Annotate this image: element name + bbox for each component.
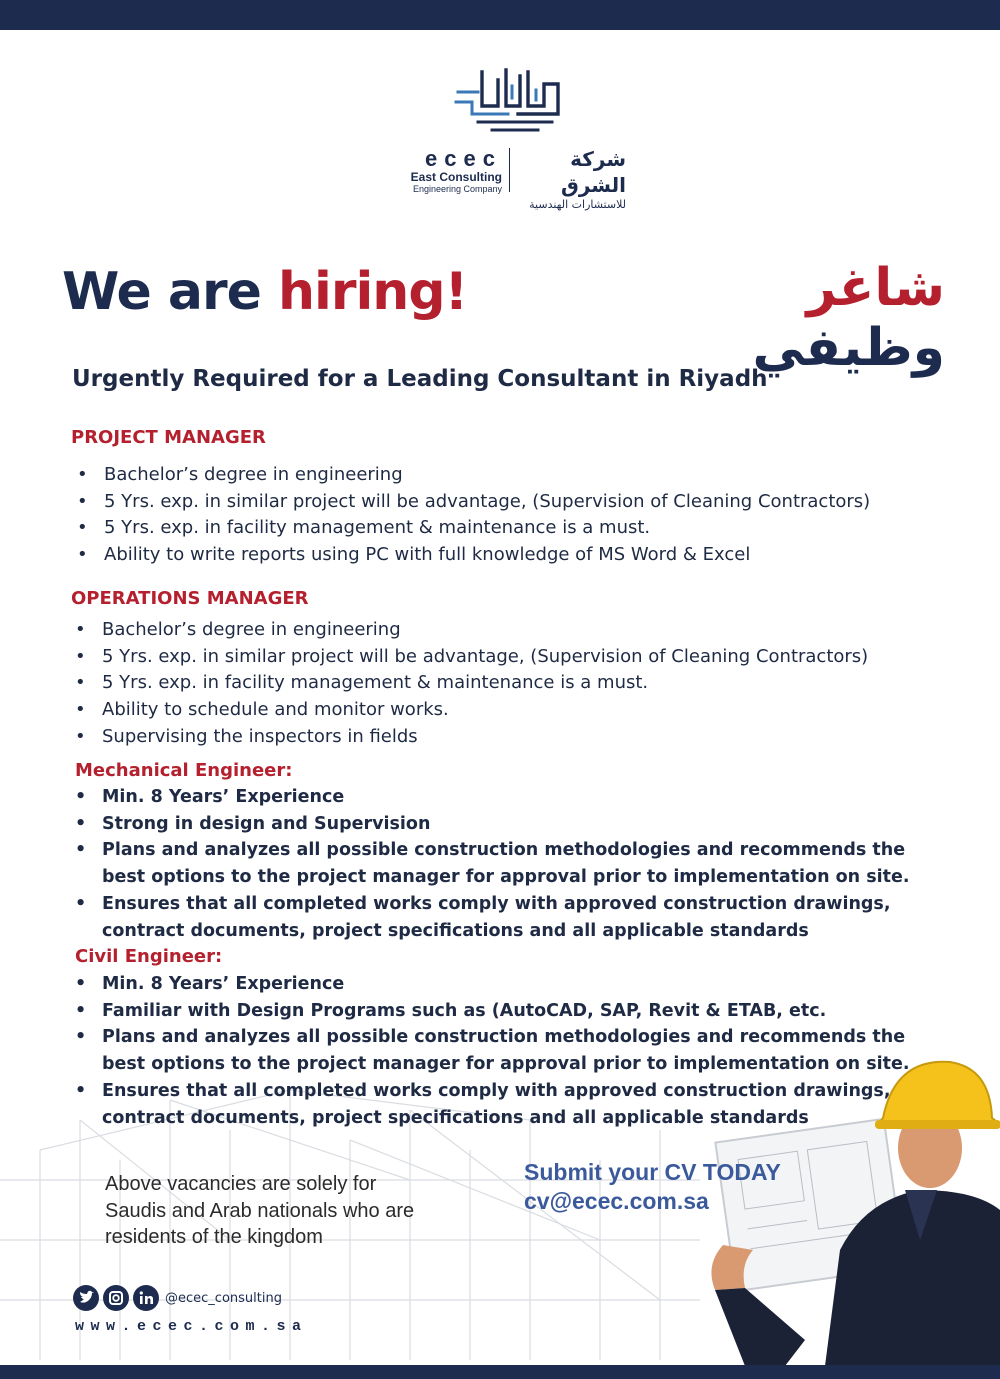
list-item: • Ensures that all completed works comply with approved construction drawings, contract documents, project specifications and all applicable standards [71,1078,911,1131]
arabic-headline [600,258,945,378]
website-link[interactable]: www.ecec.com.sa [75,1318,308,1335]
project-manager-requirements [73,462,913,569]
list-item: • Ability to schedule and monitor works. [71,697,911,724]
arabic-headline-job: وظيفي [752,318,945,378]
logo-english-name: East Consulting [410,170,502,184]
instagram-icon[interactable] [103,1285,129,1311]
list-item: • Min. 8 Years’ Experience [71,971,911,998]
list-item: • 5 Yrs. exp. in similar project will be advantage, (Supervision of Cleaning Contractors) [71,644,911,671]
list-item: • Plans and analyzes all possible construction methodologies and recommends the best options to the project manager for approval prior to implementation on site. [71,1024,911,1077]
company-logo [380,62,640,211]
social-handle[interactable]: @ecec_consulting [165,1290,282,1306]
logo-arabic-name: شركة الشرق [560,147,626,197]
social-links [73,1285,282,1311]
logo-latin-text [390,148,502,195]
top-banner-bar [0,0,1000,30]
twitter-icon[interactable] [73,1285,99,1311]
headline-we-are: We are [62,262,278,322]
operations-manager-requirements [71,617,911,751]
logo-wordmark: ecec [425,146,502,171]
list-item: • 5 Yrs. exp. in facility management & maintenance is a must. [71,670,911,697]
list-item: • Plans and analyzes all possible construction methodologies and recommends the best options to the project manager for approval prior to implementation on site. [71,837,911,890]
list-item: • Familiar with Design Programs such as (AutoCAD, SAP, Revit & ETAB, etc. [71,998,911,1025]
list-item: • 5 Yrs. exp. in similar project will be advantage, (Supervision of Cleaning Contractors) [73,489,913,516]
linkedin-icon[interactable] [133,1285,159,1311]
eligibility-note: Above vacancies are solely for Saudis and Arab nationals who are residents of the kingdom [105,1173,415,1248]
list-item: • Min. 8 Years’ Experience [71,784,911,811]
logo-arabic-subname: للاستشارات الهندسية [529,198,626,211]
list-item: • Ensures that all completed works comply with approved construction drawings, contract documents, project specifications and all applicable standards [71,891,911,944]
list-item: • Bachelor’s degree in engineering [71,617,911,644]
mechanical-engineer-requirements [71,784,911,944]
arabic-headline-vacancy: شاغر [806,258,945,318]
section-title-project-manager: PROJECT MANAGER [71,427,266,448]
logo-divider [509,148,510,192]
bottom-banner-bar [0,1365,1000,1379]
logo-arabic-text [516,146,626,212]
list-item: • Bachelor’s degree in engineering [73,462,913,489]
cv-email[interactable]: cv@ecec.com.sa [524,1188,709,1214]
list-item: • 5 Yrs. exp. in facility management & maintenance is a must. [73,515,913,542]
apply-section [524,1158,781,1216]
section-title-civil-engineer: Civil Engineer: [75,946,223,967]
section-title-operations-manager: OPERATIONS MANAGER [71,588,309,609]
list-item: • Ability to write reports using PC with full knowledge of MS Word & Excel [73,542,913,569]
ecec-kufic-logo-icon [448,62,568,140]
subtitle: Urgently Required for a Leading Consultant in Riyadh [72,366,768,392]
hiring-headline [62,262,467,322]
headline-hiring: hiring! [277,262,468,322]
section-title-mechanical-engineer: Mechanical Engineer: [75,760,293,781]
submit-cv-text: Submit your CV TODAY [524,1159,781,1185]
list-item: • Strong in design and Supervision [71,811,911,838]
list-item: • Supervising the inspectors in fields [71,724,911,751]
logo-english-subname: Engineering Company [412,184,502,194]
